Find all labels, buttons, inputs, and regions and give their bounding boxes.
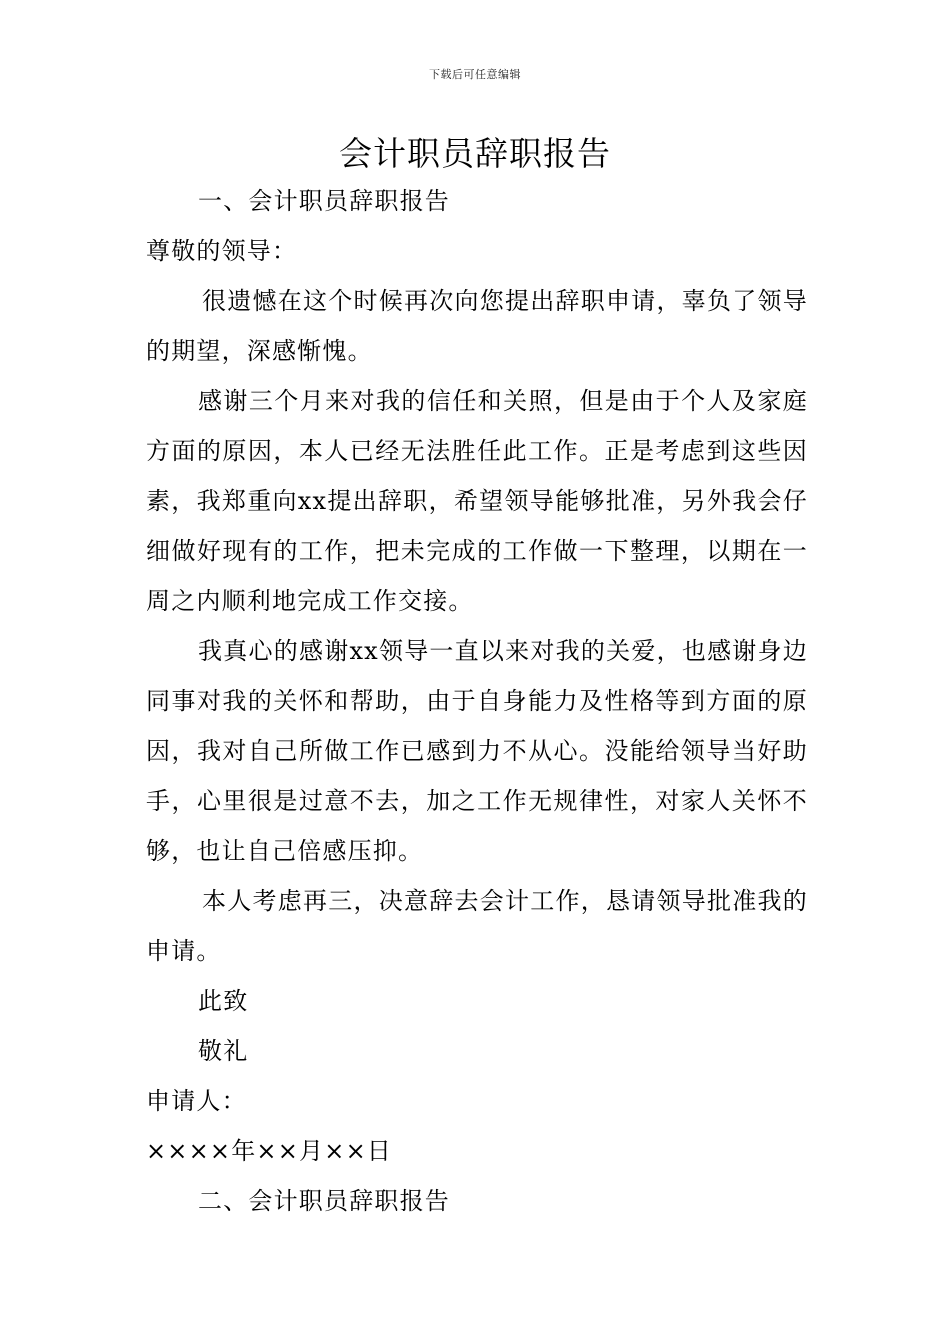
paragraph-2: 感谢三个月来对我的信任和关照，但是由于个人及家庭方面的原因，本人已经无法胜任此工作。正是考虑到这些因素，我郑重向xx提出辞职，希望领导能够批准，另外我会仔细做好现有的工作，把未完成的工作做一下整理，以期在一周之内顺利地完成工作交接。 [146,387,808,615]
paragraph-4: 本人考虑再三，决意辞去会计工作，恳请领导批准我的申请。 [146,887,808,965]
closing-salute: 敬礼 [198,1037,249,1065]
paragraph-3: 我真心的感谢xx领导一直以来对我的关爱，也感谢身边同事对我的关怀和帮助，由于自身能力及性格等到方面的原因，我对自己所做工作已感到力不从心。没能给领导当好助手，心里很是过意不去，加之工作无规律性，对家人关怀不够，也让自己倍感压抑。 [146,637,808,865]
applicant-label: 申请人： [146,1087,247,1115]
paragraph-1: 很遗憾在这个时候再次向您提出辞职申请，辜负了领导的期望，深感惭愧。 [146,287,808,365]
section-heading-1: 一、会计职员辞职报告 [198,187,450,215]
document-title: 会计职员辞职报告 [339,134,611,173]
date-line: ××××年××月××日 [146,1137,393,1165]
document-body [146,176,808,1226]
section-heading-2: 二、会计职员辞职报告 [198,1187,450,1215]
closing-regards: 此致 [198,987,249,1015]
salutation: 尊敬的领导： [146,237,298,265]
header-note: 下载后可任意编辑 [429,68,521,81]
